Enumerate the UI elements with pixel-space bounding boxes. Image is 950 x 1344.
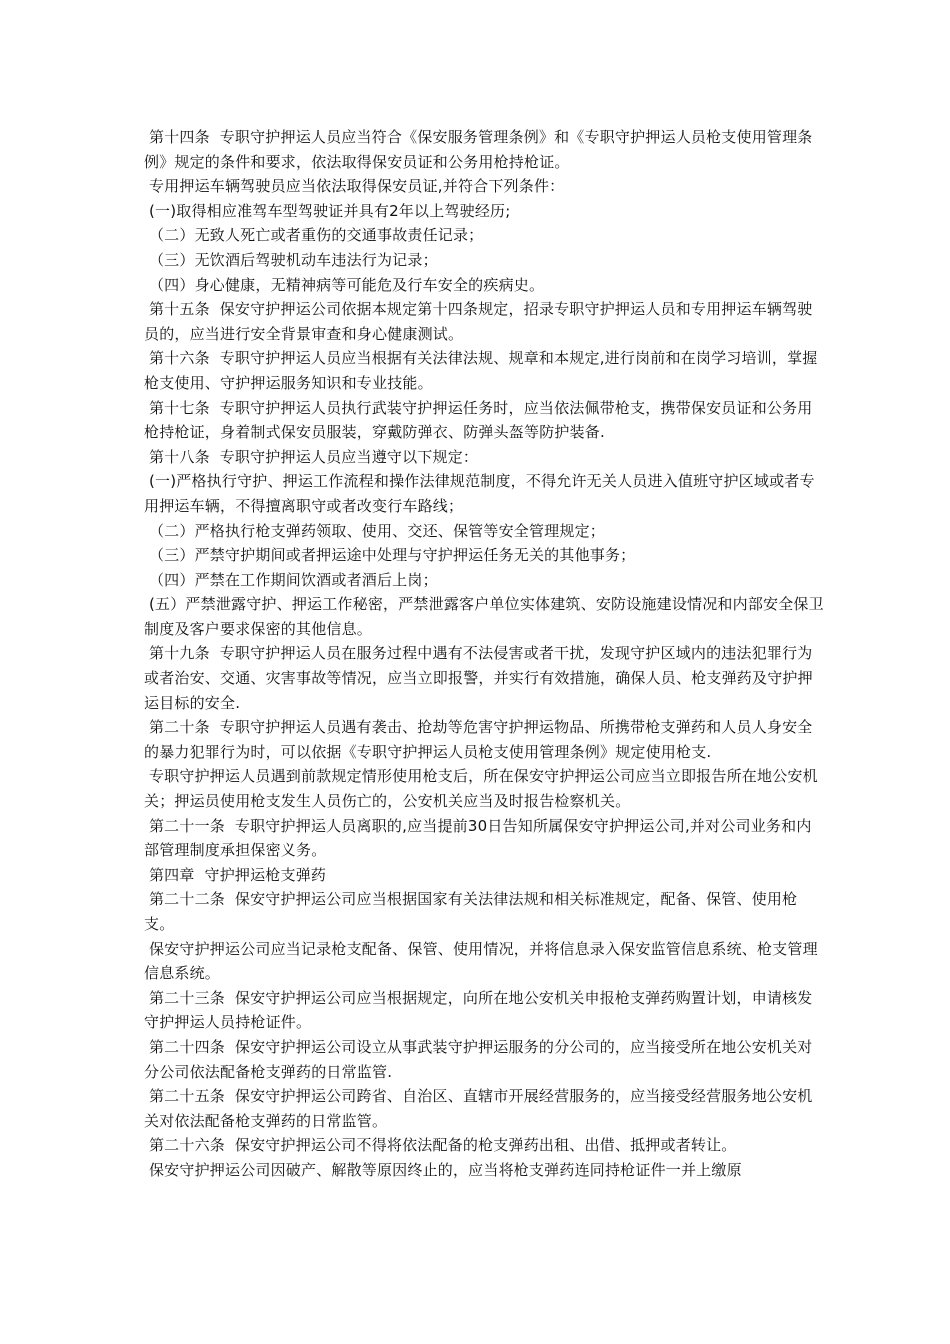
paragraph-driver-requirements: 专用押运车辆驾驶员应当依法取得保安员证,并符合下列条件： <box>144 177 565 196</box>
paragraph-article-26-continued: 保安守护押运公司因破产、解散等原因终止的，应当将枪支弹药连同持枪证件一并上缴原 <box>144 1160 742 1179</box>
document-body <box>144 125 824 1183</box>
paragraph-article-22-continued: 保安守护押运公司应当记录枪支配备、保管、使用情况，并将信息录入保安监管信息系统、枪支管理信息系统。 <box>144 939 818 983</box>
paragraph-article-18: 第十八条 专职守护押运人员应当遵守以下规定： <box>144 447 479 466</box>
list-item: (一)严格执行守护、押运工作流程和操作法律规范制度，不得允许无关人员进入值班守护区域或者专用押运车辆，不得擅离职守或者改变行车路线； <box>144 472 815 515</box>
paragraph-article-26: 第二十六条 保安守护押运公司不得将依法配备的枪支弹药出租、出借、抵押或者转让。 <box>144 1136 737 1155</box>
paragraph-article-24: 第二十四条 保安守护押运公司设立从事武装守护押运服务的分公司的，应当接受所在地公安机关对分公司依法配备枪支弹药的日常监管. <box>144 1037 813 1081</box>
paragraph-article-23: 第二十三条 保安守护押运公司应当根据规定，向所在地公安机关申报枪支弹药购置计划，申请核发守护押运人员持枪证件。 <box>144 988 813 1032</box>
list-item: （二）无致人死亡或者重伤的交通事故责任记录； <box>144 226 484 245</box>
list-item: (一)取得相应准驾车型驾驶证并具有2年以上驾驶经历; <box>144 201 511 220</box>
paragraph-article-25: 第二十五条 保安守护押运公司跨省、自治区、直辖市开展经营服务的，应当接受经营服务地公安机关对依法配备枪支弹药的日常监管。 <box>144 1087 813 1130</box>
chapter-heading: 第四章 守护押运枪支弹药 <box>144 865 327 884</box>
list-item: （三）严禁守护期间或者押运途中处理与守护押运任务无关的其他事务； <box>144 546 636 565</box>
paragraph-article-14: 第十四条 专职守护押运人员应当符合《保安服务管理条例》和《专职守护押运人员枪支使用管理条例》规定的条件和要求，依法取得保安员证和公务用枪持枪证。 <box>144 128 813 171</box>
list-item: （二）严格执行枪支弹药领取、使用、交还、保管等安全管理规定； <box>144 521 605 540</box>
list-item: （三）无饮酒后驾驶机动车违法行为记录； <box>144 250 438 269</box>
paragraph-article-20: 第二十条 专职守护押运人员遇有袭击、抢劫等危害守护押运物品、所携带枪支弹药和人员人身安全的暴力犯罪行为时，可以依据《专职守护押运人员枪支使用管理条例》规定使用枪支. <box>144 718 813 761</box>
paragraph-article-19: 第十九条 专职守护押运人员在服务过程中遇有不法侵害或者干扰，发现守护区域内的违法犯罪行为或者治安、交通、灾害事故等情况，应当立即报警，并实行有效措施，确保人员、枪支弹药及守护押运目标的安全. <box>144 644 813 712</box>
paragraph-article-21: 第二十一条 专职守护押运人员离职的,应当提前30日告知所属保安守护押运公司,并对公司业务和内部管理制度承担保密义务。 <box>144 816 812 860</box>
paragraph-article-20-continued: 专职守护押运人员遇到前款规定情形使用枪支后，所在保安守护押运公司应当立即报告所在地公安机关；押运员使用枪支发生人员伤亡的，公安机关应当及时报告检察机关。 <box>144 767 818 811</box>
list-item: (五）严禁泄露守护、押运工作秘密，严禁泄露客户单位实体建筑、安防设施建设情况和内部安全保卫制度及客户要求保密的其他信息。 <box>144 595 824 638</box>
list-item: （四）严禁在工作期间饮酒或者酒后上岗； <box>144 570 438 589</box>
paragraph-article-16: 第十六条 专职守护押运人员应当根据有关法律法规、规章和本规定,进行岗前和在岗学习培训，掌握枪支使用、守护押运服务知识和专业技能。 <box>144 349 818 392</box>
paragraph-article-22: 第二十二条 保安守护押运公司应当根据国家有关法律法规和相关标准规定，配备、保管、使用枪支。 <box>144 890 798 933</box>
paragraph-article-17: 第十七条 专职守护押运人员执行武装守护押运任务时，应当依法佩带枪支，携带保安员证和公务用枪持枪证，身着制式保安员服装，穿戴防弹衣、防弹头盔等防护装备. <box>144 398 813 442</box>
paragraph-article-15: 第十五条 保安守护押运公司依据本规定第十四条规定，招录专职守护押运人员和专用押运车辆驾驶员的，应当进行安全背景审查和身心健康测试。 <box>144 300 813 343</box>
list-item: （四）身心健康，无精神病等可能危及行车安全的疾病史。 <box>144 275 545 294</box>
